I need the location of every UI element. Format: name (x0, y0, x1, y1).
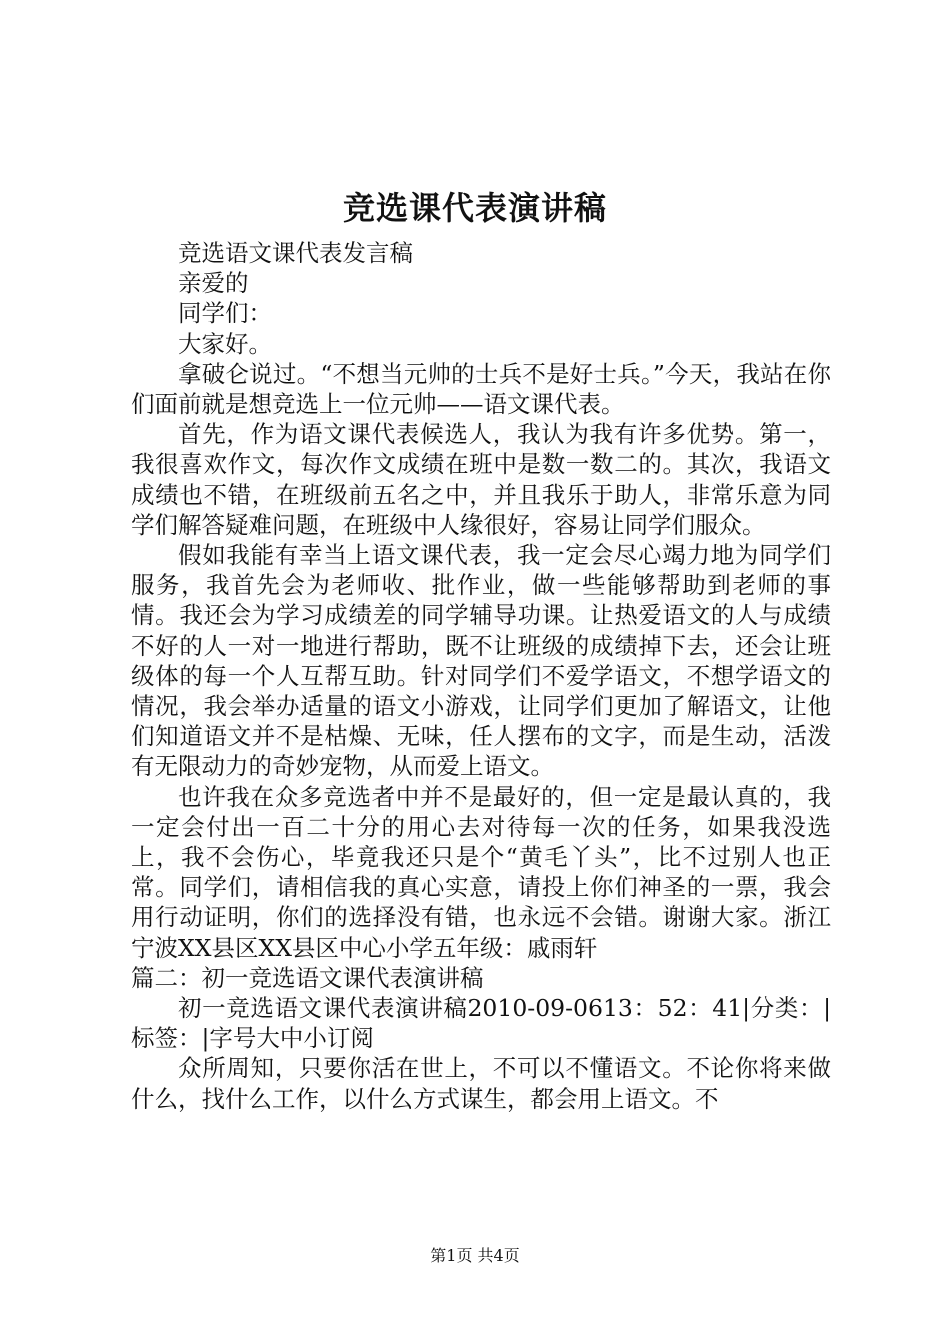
page-footer: 第1页 共4页 (430, 1246, 520, 1265)
paragraph-salutation: 亲爱的 (178, 269, 249, 298)
paragraph-meta: 初一竞选语文课代表演讲稿2010-09-0613：52：41|分类：|标签：|字号大中小订阅 (131, 994, 831, 1053)
paragraph-salutation-cont: 同学们： (178, 299, 272, 328)
paragraph: 众所周知，只要你活在世上，不可以不懂语文。不论你将来做什么，找什么工作，以什么方式谋生，都会用上语文。不 (131, 1054, 831, 1113)
paragraph-greeting: 大家好。 (178, 329, 272, 358)
paragraph-heading: 竞选语文课代表发言稿 (178, 239, 413, 267)
paragraph: 假如我能有幸当上语文课代表，我一定会尽心竭力地为同学们服务，我首先会为老师收、批作业，做一些能够帮助到老师的事情。我还会为学习成绩差的同学辅导功课。让热爱语文的人与成绩不好的人一对一地进行帮助，既不让班级的成绩掉下去，还会让班级体的每一个人互帮互助。针对同学们不爱学语文，不想学语文的情况，我会举办适量的语文小游戏，让同学们更加了解语文，让他们知道语文并不是枯燥、无味，任人摆布的文字，而是生动，活泼有无限动力的奇妙宠物，从而爱上语文。 (131, 541, 831, 781)
document-body (131, 238, 831, 1114)
paragraph: 首先，作为语文课代表候选人，我认为我有许多优势。第一，我很喜欢作文，每次作文成绩在班中是数一数二的。其次，我语文成绩也不错，在班级前五名之中，并且我乐于助人，非常乐意为同学们解答疑难问题，在班级中人缘很好，容易让同学们服众。 (131, 420, 831, 539)
paragraph: 拿破仑说过。“不想当元帅的士兵不是好士兵。”今天，我站在你们面前就是想竞选上一位元帅——语文课代表。 (131, 359, 831, 419)
document-title: 竞选课代表演讲稿 (342, 189, 607, 227)
section-heading: 篇二：初一竞选语文课代表演讲稿 (131, 963, 484, 992)
paragraph: 也许我在众多竞选者中并不是最好的，但一定是最认真的，我一定会付出一百二十分的用心去对待每一次的任务，如果我没选上，我不会伤心，毕竟我还只是个“黄毛丫头”，比不过别人也正常。同学们，请相信我的真心实意，请投上你们神圣的一票，我会用行动证明，你们的选择没有错，也永远不会错。谢谢大家。浙江宁波XX县区XX县区中心小学五年级：戚雨轩 (131, 782, 831, 962)
